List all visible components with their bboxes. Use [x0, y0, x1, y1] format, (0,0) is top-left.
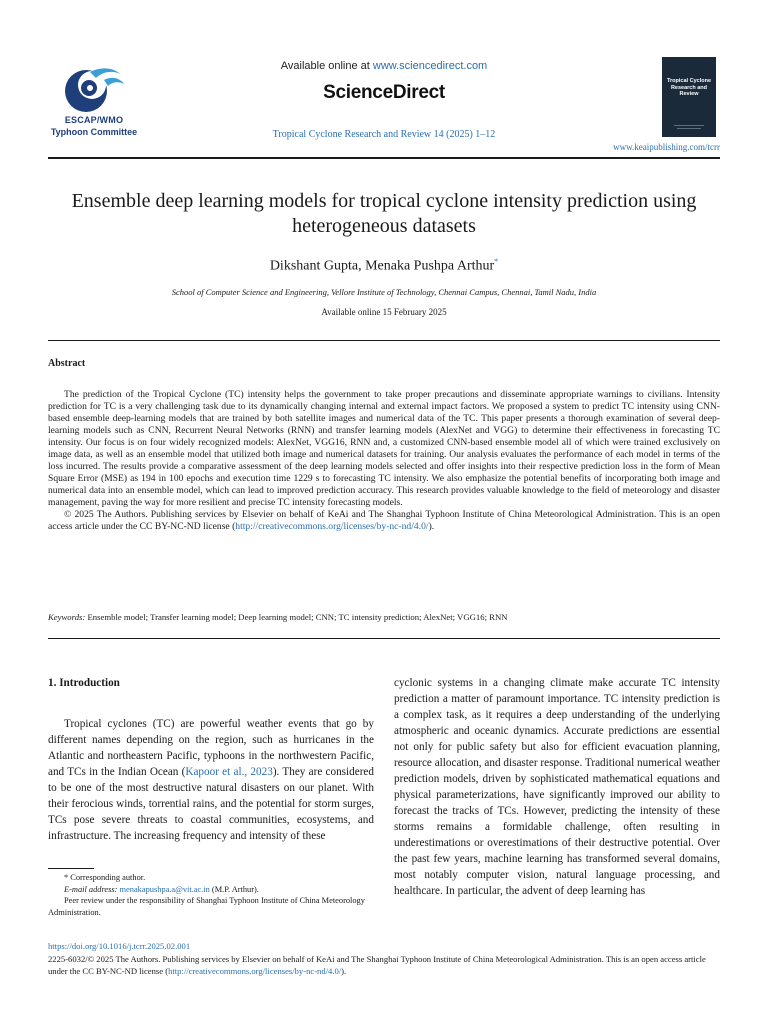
issn-license-line	[48, 953, 720, 977]
email-note	[48, 884, 374, 896]
journal-reference-link[interactable]: Tropical Cyclone Research and Review 14 (2025) 1–12	[272, 129, 496, 140]
paper-title: Ensemble deep learning models for tropical cyclone intensity prediction using heterogeneous datasets	[71, 190, 697, 237]
keywords-divider	[48, 638, 720, 639]
left-column	[48, 675, 374, 844]
keywords-text: Ensemble model; Transfer learning model; Deep learning model; CNN; TC intensity prediction; AlexNet; VGG16; RNN	[85, 612, 508, 622]
email-link[interactable]: menakapushpa.a@vit.ac.in	[119, 884, 210, 894]
cover-decoration-line	[677, 128, 701, 129]
footnotes	[48, 872, 374, 918]
cover-decoration-line	[674, 125, 704, 126]
citation-link[interactable]: Kapoor et al., 2023	[185, 766, 273, 778]
copyright-suffix: ).	[428, 521, 435, 532]
license-link[interactable]: http://creativecommons.org/licenses/by-nc-nd/4.0/	[235, 521, 429, 532]
corresponding-author-note: * Corresponding author.	[64, 873, 146, 882]
typhoon-swirl-icon	[46, 60, 142, 116]
doi-link[interactable]: https://doi.org/10.1016/j.tcrr.2025.02.001	[48, 941, 191, 951]
escap-wmo-logo	[46, 60, 142, 142]
copyright-notice	[48, 509, 720, 533]
available-online-prefix: Available online at	[280, 60, 373, 72]
journal-site-link[interactable]: www.keaipublishing.com/tcrr	[613, 142, 720, 152]
keywords-label: Keywords:	[48, 612, 86, 622]
email-suffix: (M.P. Arthur).	[209, 884, 259, 894]
author-list	[60, 257, 708, 275]
intro-text-after-citation: ). They are considered to be one of the most destructive natural disasters on our planet. With their ferocious winds, torrential rains, and the potential for storm surges, TCs pose severe threats to coastal communities, ecosystems, and infrastructure. The increasing frequency and intensity of these	[48, 766, 374, 842]
abstract-text: The prediction of the Tropical Cyclone (TC) intensity helps the government to take proper precautions and disseminate appropriate warnings to civilians. Intensity prediction for TC is a very challenging task due to its dynamically changing internal and external impact factors. We proposed a system to predict TC intensity using CNN-based ensemble deep-learning models that are trained by both satellite images and numerical data of the TC. This paper presents a thorough examination of several deep-learning models such as CNN, Recurrent Neural Networks (RNN) and transfer learning models (AlexNet and VGG) to determine their effectiveness in forecasting TC intensity. Our focus is on four widely recognized models: AlexNet, VGG16, RNN and, a customized CNN-based ensemble model all of which were trained exclusively on image data, as well as an ensemble model that utilized both image and numerical datasets for training. Our analysis evaluates the performance of each model in terms of the loss incurred. The results provide a comparative assessment of the deep learning models selected and offer insights into their respective prediction loss in the form of Mean Square Error (MSE) as 194 in 100 epochs and execution time 1229 s to forecasting TC intensity. We also emphasize the potential benefits of incorporating both image and numerical data into an ensemble model, which can lead to improved prediction accuracy. This research provides valuable knowledge to the field of meteorology and disaster management, paving the way for more resilient and precise TC intensity forecasting models.	[48, 389, 720, 508]
issn-suffix: ).	[341, 966, 347, 976]
introduction-continued: cyclonic systems in a changing climate make accurate TC intensity prediction a matter of paramount importance. TC intensity prediction is a complex task, as it requires a deep understanding of the underlying atmospheric and oceanic dynamics. Accurate predictions are essential not only for public safety but also for efficient evacuation planning, resource allocation, and disaster response. Traditional numerical weather prediction models, driven by sophisticated mathematical equations and physical parameterizations, have significantly improved our ability to forecast the tracks of TCs. However, predicting the intensity of these storms remains a formidable challenge, often resulting in underestimations or overestimations of their destructive potential. Over the past few years, machine learning has transformed several domains, most notably computer vision, natural language processing, and healthcare. In particular, the advent of deep learning has	[394, 677, 720, 897]
footnote-rule	[48, 868, 94, 869]
cover-title: Tropical Cyclone Research and Review	[666, 78, 711, 98]
abstract-section	[48, 389, 720, 533]
footer-license-link[interactable]: http://creativecommons.org/licenses/by-nc-nd/4.0/	[168, 966, 342, 976]
right-column	[394, 675, 720, 899]
author-names: Dikshant Gupta, Menaka Pushpa Arthur	[269, 258, 495, 274]
abstract-divider	[48, 340, 720, 341]
abstract-heading: Abstract	[48, 358, 86, 369]
journal-cover-thumbnail[interactable]	[662, 57, 716, 137]
email-label: E-mail address:	[64, 884, 118, 894]
sciencedirect-brand: ScienceDirect	[323, 82, 445, 103]
introduction-heading: 1. Introduction	[48, 677, 120, 689]
available-online-date: Available online 15 February 2025	[321, 307, 447, 317]
corresponding-author-mark[interactable]: *	[494, 257, 499, 266]
header-divider	[48, 157, 720, 159]
available-online-line	[200, 60, 568, 72]
author-affiliation: School of Computer Science and Engineering, Vellore Institute of Technology, Chennai Campus, Chennai, Tamil Nadu, India	[171, 287, 597, 297]
intro-text-before-citation: Tropical cyclones (TC) are powerful weather events that go by different names depending on the region, such as hurricanes in the Atlantic and northeastern Pacific, typhoons in the northwestern Pacific, and TCs in the Indian Ocean (	[48, 718, 374, 778]
logo-line2: Typhoon Committee	[50, 127, 138, 137]
copyright-text: © 2025 The Authors. Publishing services by Elsevier on behalf of KeAi and The Shanghai Typhoon Institute of China Meteorological Administration. This is an open access article under the CC BY-NC-ND license (	[48, 509, 720, 532]
keywords-line	[48, 612, 720, 622]
sciencedirect-link[interactable]: www.sciencedirect.com	[372, 60, 488, 72]
logo-line1: ESCAP/WMO	[64, 115, 124, 125]
issn-text: 2225-6032/© 2025 The Authors. Publishing services by Elsevier on behalf of KeAi and The Shanghai Typhoon Institute of China Meteorological Administration. This is an open access article under the CC BY-NC-ND license (	[48, 954, 706, 976]
introduction-paragraph	[48, 716, 374, 844]
peer-review-note: Peer review under the responsibility of Shanghai Typhoon Institute of China Meteorology Administration.	[48, 896, 365, 917]
